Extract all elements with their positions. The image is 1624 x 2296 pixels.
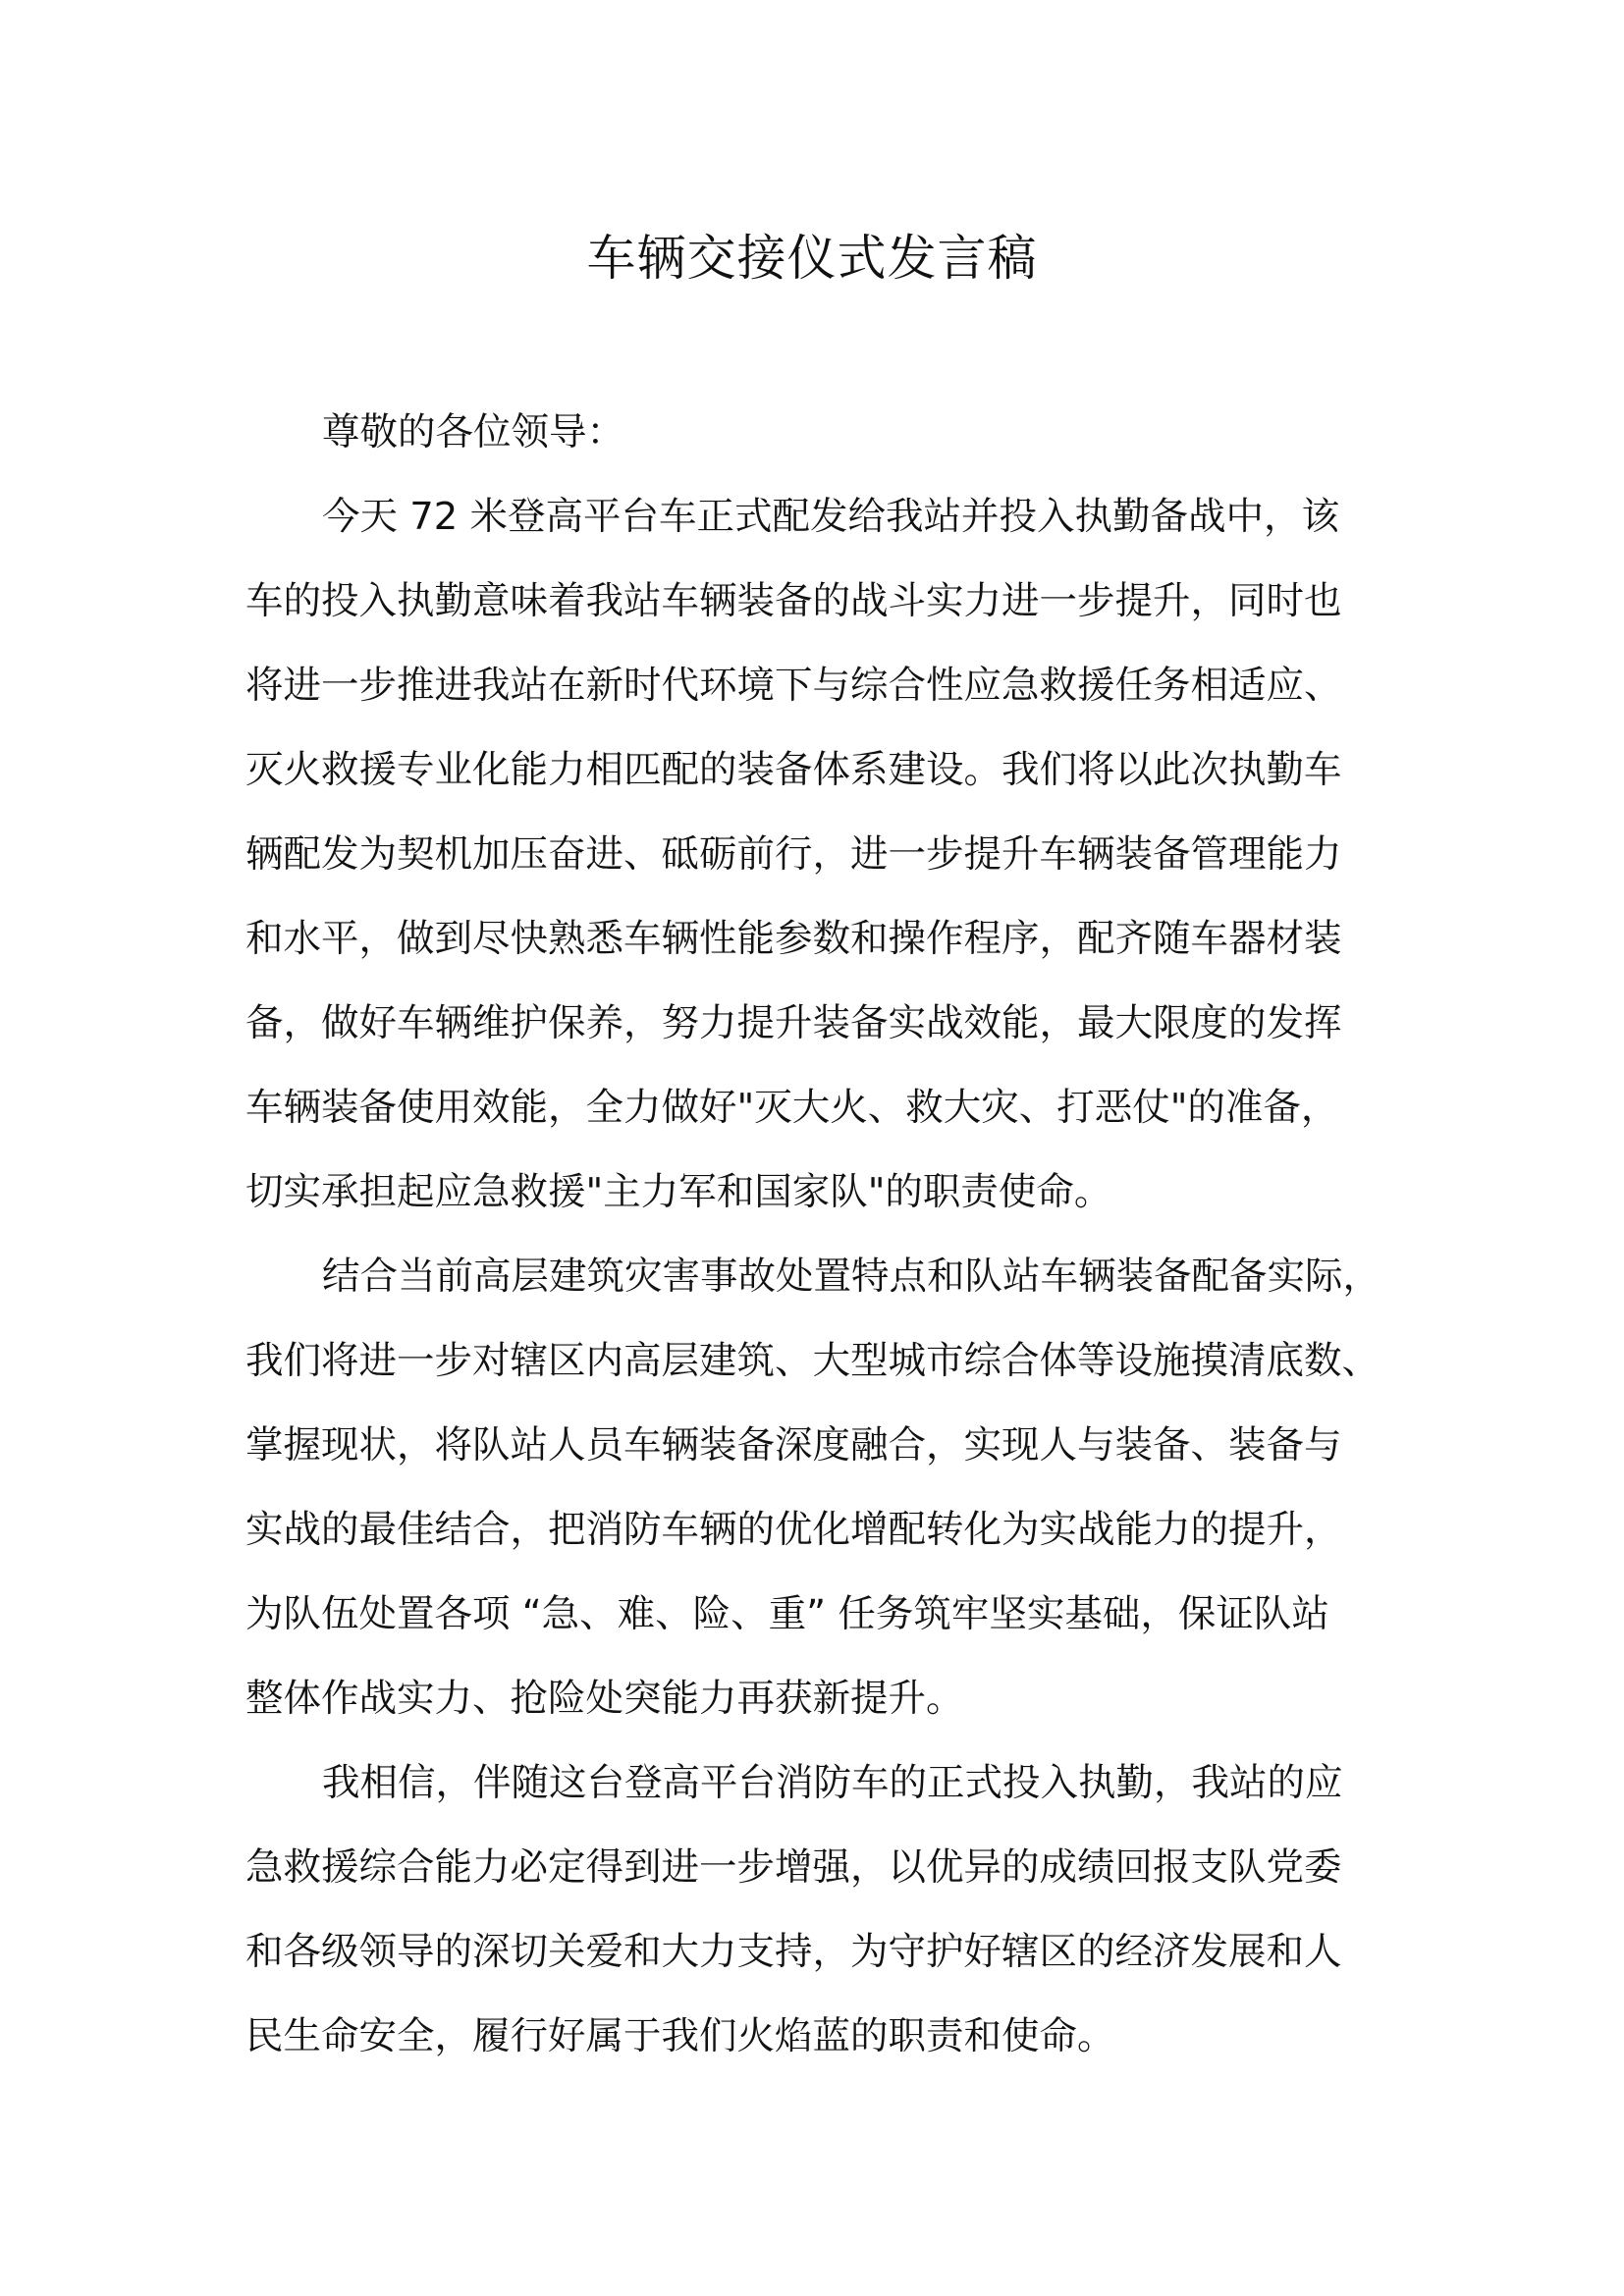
paragraph-1-line-1: 今天 72 米登高平台车正式配发给我站并投入执勤备战中，该 <box>322 495 1339 539</box>
paragraph-2-line-6: 整体作战实力、抢险处突能力再获新提升。 <box>245 1677 964 1721</box>
paragraph-1-line-3: 将进一步推进我站在新时代环境下与综合性应急救援任务相适应、 <box>245 664 1342 708</box>
salutation: 尊敬的各位领导： <box>322 410 625 454</box>
paragraph-1-line-7: 备，做好车辆维护保养，努力提升装备实战效能，最大限度的发挥 <box>245 1001 1342 1045</box>
paragraph-2-line-2: 我们将进一步对辖区内高层建筑、大型城市综合体等设施摸清底数、 <box>245 1339 1380 1383</box>
paragraph-1-line-5: 辆配发为契机加压奋进、砥砺前行，进一步提升车辆装备管理能力 <box>245 832 1342 877</box>
paragraph-1-line-4: 灭火救援专业化能力相匹配的装备体系建设。我们将以此次执勤车 <box>245 748 1342 792</box>
document-title: 车辆交接仪式发言稿 <box>586 230 1038 287</box>
paragraph-1-line-9: 切实承担起应急救援"主力军和国家队"的职责使命。 <box>245 1170 1112 1214</box>
paragraph-1-line-6: 和水平，做到尽快熟悉车辆性能参数和操作程序，配齐随车器材装 <box>245 917 1342 961</box>
paragraph-1-line-2: 车的投入执勤意味着我站车辆装备的战斗实力进一步提升，同时也 <box>245 579 1342 623</box>
paragraph-2-line-4: 实战的最佳结合，把消防车辆的优化增配转化为实战能力的提升， <box>245 1508 1342 1552</box>
paragraph-2-line-3: 掌握现状，将队站人员车辆装备深度融合，实现人与装备、装备与 <box>245 1423 1342 1468</box>
paragraph-1-line-8: 车辆装备使用效能，全力做好"灭大火、救大灾、打恶仗"的准备， <box>245 1086 1339 1130</box>
paragraph-2-line-1: 结合当前高层建筑灾害事故处置特点和队站车辆装备配备实际， <box>322 1255 1381 1299</box>
paragraph-3-line-1: 我相信，伴随这台登高平台消防车的正式投入执勤，我站的应 <box>322 1761 1343 1805</box>
paragraph-3-line-4: 民生命安全，履行好属于我们火焰蓝的职责和使命。 <box>245 2014 1115 2058</box>
paragraph-3-line-3: 和各级领导的深切关爱和大力支持，为守护好辖区的经济发展和人 <box>245 1930 1342 1974</box>
paragraph-3-line-2: 急救援综合能力必定得到进一步增强，以优异的成绩回报支队党委 <box>245 1845 1342 1890</box>
paragraph-2-line-5: 为队伍处置各项 “急、难、险、重” 任务筑牢坚实基础，保证队站 <box>245 1592 1329 1636</box>
